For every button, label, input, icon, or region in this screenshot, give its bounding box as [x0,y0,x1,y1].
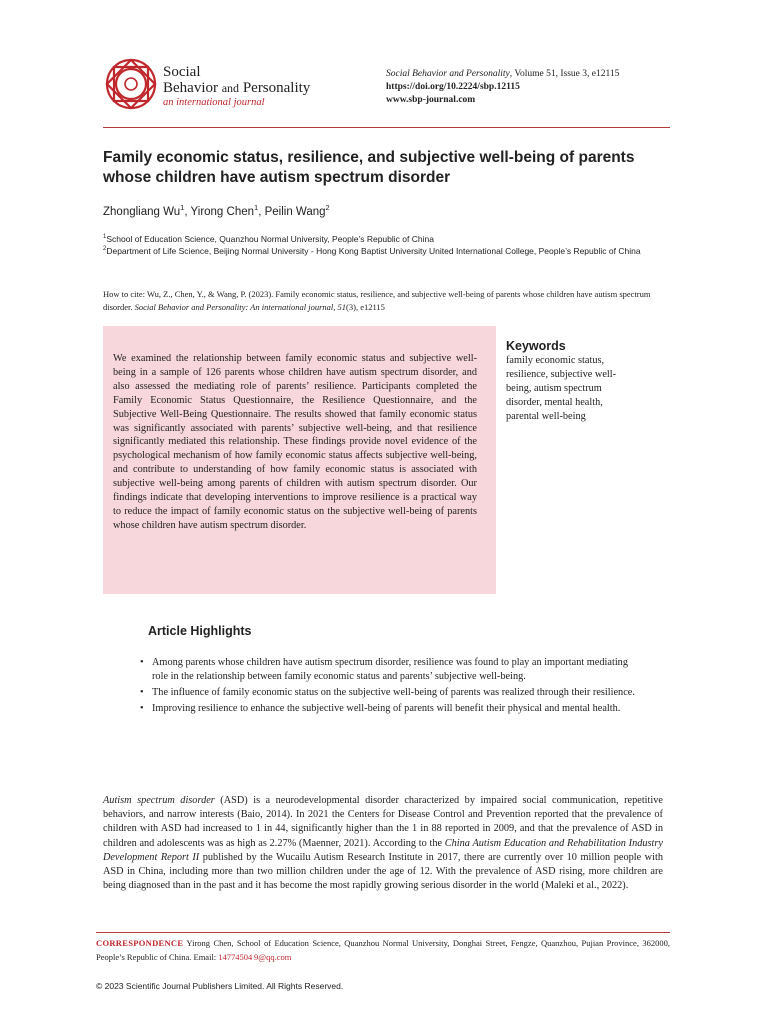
highlight-item: • Improving resilience to enhance the subjective well-being of parents will benefit their physical and mental health. [140,702,645,716]
logo-tagline: an international journal [163,97,265,108]
logo-line-1: Social [163,64,201,80]
logo-wordmark [163,64,310,110]
abstract-text: We examined the relationship between family economic status and subjective well-being in a sample of 126 parents whose children have autism spectrum disorder, and also assessed the mediating role of parents’ resilience. Participants completed the Family Economic Status Questionnaire, the Resilience Questionnaire, and the Subjective Well-Being Questionnaire. The results showed that family economic status was significantly associated with parents’ subjective well-being, and that resilience significantly mediated this relationship. These findings provide novel evidence of the psychological mechanism of how family economic status affects subjective well-being, and contribute to understanding of how family economic status is associated with subjective well-being among parents of children with autism spectrum disorder. Our findings indicate that developing interventions to improve resilience is a practical way to reduce the impact of family economic status on the subjective well-being of parents whose children have autism spectrum disorder. [113,353,477,531]
correspondence-email[interactable]: 14774504 9@qq.com [218,951,292,962]
abstract-box [103,326,496,594]
journal-info [386,68,619,107]
affiliation-2: $^2$Department of Life Science, Beijing Normal University - Hong Kong Baptist University United International College, People’s Republic of China [103,245,641,256]
author-list: Zhongliang Wu$^1$, Yirong Chen$^1$, Peilin Wang$^2$ [103,203,330,218]
correspondence-note: CORRESPONDENCE Yirong Chen, School of Education Science, Quanzhou Normal University, Donghai Street, Fengze, Quanzhou, Pujian Province, 362000, People’s Republic of China. Email: 14774504 9@qq.com [96,938,670,962]
author-name: Peilin Wang [264,205,326,218]
website-link[interactable]: www.sbp-journal.com [386,95,476,105]
copyright-footer: © 2023 Scientific Journal Publishers Limited. All Rights Reserved. [96,981,344,991]
keywords-list: family economic status, resilience, subjective well-being, autism spectrum disorder, mental health, parental well-being [506,355,617,422]
author-name: Zhongliang Wu [103,205,181,218]
article-title: Family economic status, resilience, and subjective well-being of parents whose children have autism spectrum disorder [103,149,635,186]
journal-issue-line: Social Behavior and Personality, Volume 51, Issue 3, e12115 [386,69,620,79]
logo-line-2: Behavior and Personality [163,80,311,96]
doi-link[interactable]: https://doi.org/10.2224/sbp.12115 [386,82,520,92]
highlights-heading: Article Highlights [148,624,252,638]
correspondence-divider [96,932,670,933]
highlights-list [140,656,645,718]
how-to-cite: How to cite: Wu, Z., Chen, Y., & Wang, P. (2023). Family economic status, resilience, and subjective well-being of parents whose children have autism spectrum disorder. Social Behavior and Personality: An international journal, 51(3), e12115 [103,289,651,312]
author-name: Yirong Chen [190,205,255,218]
highlight-item: • The influence of family economic status on the subjective well-being of parents was realized through their resilience. [140,686,645,700]
journal-logo [103,56,363,124]
affiliation-1: $^1$School of Education Science, Quanzhou Normal University, People’s Republic of China [103,233,434,244]
correspondence-label: CORRESPONDENCE [96,938,184,948]
highlight-item: • Among parents whose children have autism spectrum disorder, resilience was found to play an important mediating role in the relationship between family economic status and parents’ subjective well-being. [140,656,645,684]
intro-paragraph: Autism spectrum disorder (ASD) is a neurodevelopmental disorder characterized by impaired social communication, repetitive behaviors, and narrow interests (Baio, 2014). In 2021 the Centers for Disease Control and Prevention reported that the prevalence of children with ASD had increased to 1 in 44, significantly higher than the 1 in 88 reported in 2009, and that the prevalence of ASD in children and adolescents was as high as 2.27% (Maenner, 2021). According to the China Autism Education and Rehabilitation Industry Development Report II published by the Wucailu Autism Research Institute in 2017, there are currently over 10 million people with ASD in China, including more than two million children under the age of 12. With the prevalence of ASD rising, more children are being diagnosed than in the past and it has become the most rapidly growing serious disorder in the world (Maleki et al., 2022). [103,795,663,892]
red-knot-logo-icon [103,56,159,112]
keywords-heading: Keywords [506,339,566,353]
header-divider [103,127,670,128]
